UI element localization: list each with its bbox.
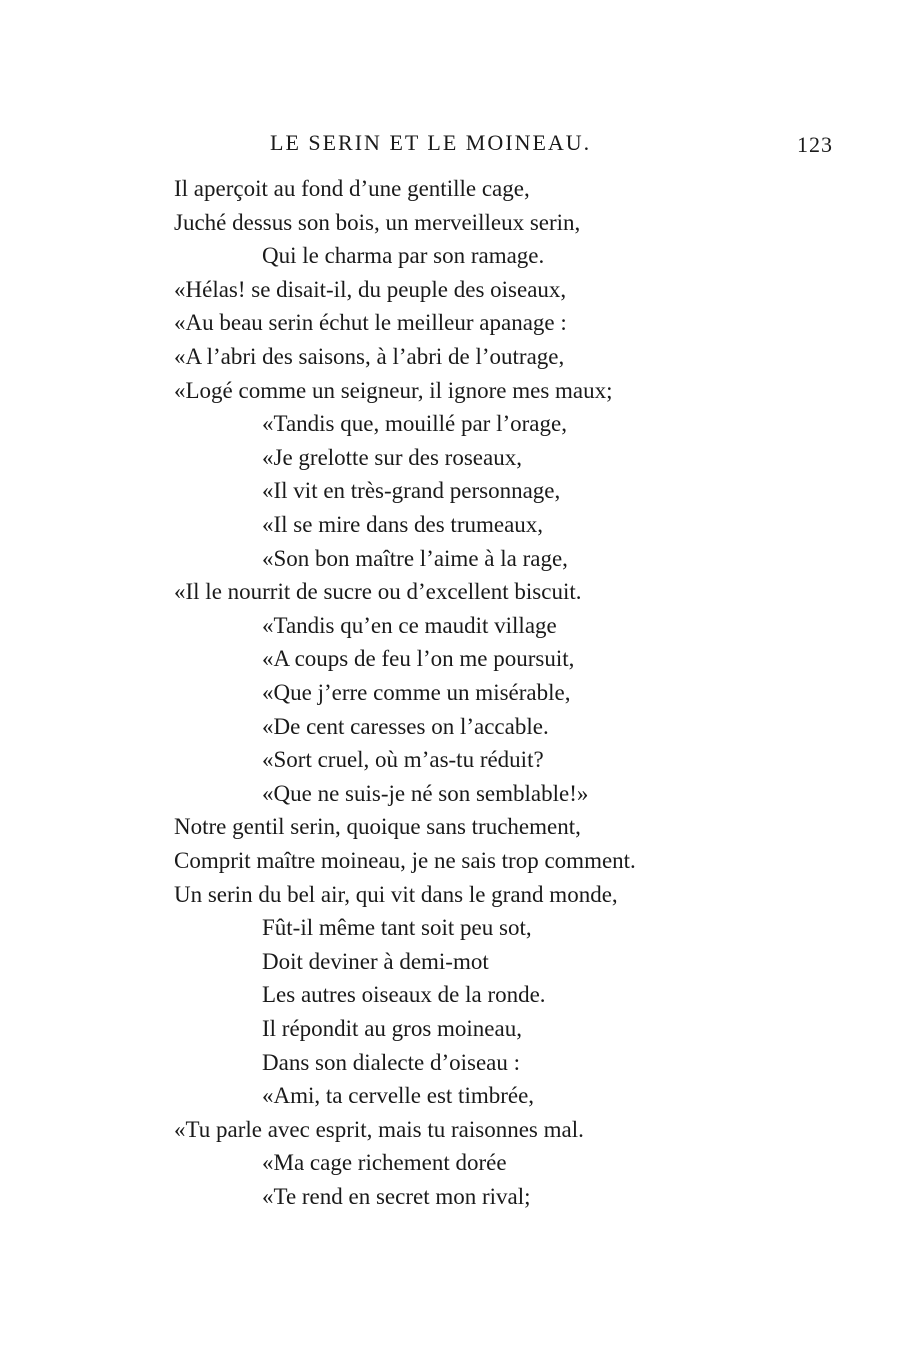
verse-line: «Ma cage richement dorée <box>262 1150 507 1176</box>
verse-line: «Ami, ta cervelle est timbrée, <box>262 1083 535 1109</box>
verse-line: Notre gentil serin, quoique sans truchement, <box>174 814 581 840</box>
verse-line: «Son bon maître l’aime à la rage, <box>262 545 568 571</box>
verse-line: «Que j’erre comme un misérable, <box>262 680 571 705</box>
verse-line: «Au beau serin échut le meilleur apanage : <box>174 310 567 336</box>
verse-line: Juché dessus son bois, un merveilleux serin, <box>174 209 581 235</box>
verse-line: «Hélas! se disait-il, du peuple des oiseaux, <box>174 276 567 302</box>
verse-line: «Il vit en très-grand personnage, <box>262 478 561 504</box>
verse-line: «Tu parle avec esprit, mais tu raisonnes mal. <box>174 1116 584 1142</box>
verse-line: «Il le nourrit de sucre ou d’excellent biscuit. <box>174 579 582 605</box>
verse-line: Les autres oiseaux de la ronde. <box>262 982 546 1008</box>
verse-line: Qui le charma par son ramage. <box>262 243 545 269</box>
verse-line: Fût-il même tant soit peu sot, <box>262 915 532 941</box>
verse-line: «De cent caresses on l’accable. <box>262 713 549 739</box>
verse-line: «A l’abri des saisons, à l’abri de l’outrage, <box>174 344 565 369</box>
verse-line: Un serin du bel air, qui vit dans le grand monde, <box>174 881 618 907</box>
verse-line: Doit deviner à demi-mot <box>262 948 489 974</box>
verse-line: Comprit maître moineau, je ne sais trop comment. <box>174 848 636 873</box>
verse-line: Dans son dialecte d’oiseau : <box>262 1049 521 1075</box>
verse-line: «Je grelotte sur des roseaux, <box>262 444 522 470</box>
verse-line: «A coups de feu l’on me poursuit, <box>262 646 575 672</box>
verse-line: Il aperçoit au fond d’une gentille cage, <box>174 176 530 201</box>
verse-line: Il répondit au gros moineau, <box>262 1016 522 1041</box>
verse-line: «Tandis qu’en ce maudit village <box>262 612 557 638</box>
running-title: LE SERIN ET LE MOINEAU. <box>270 130 592 155</box>
verse-line: «Tandis que, mouillé par l’orage, <box>262 411 567 437</box>
verse-line: «Il se mire dans des trumeaux, <box>262 512 544 537</box>
verse-line: «Te rend en secret mon rival; <box>262 1184 531 1209</box>
verse-line: «Sort cruel, où m’as-tu réduit? <box>262 747 544 773</box>
verse-line: «Logé comme un seigneur, il ignore mes maux; <box>174 377 613 403</box>
verse-line: «Que ne suis-je né son semblable!» <box>262 780 589 806</box>
page-number: 123 <box>797 132 833 157</box>
